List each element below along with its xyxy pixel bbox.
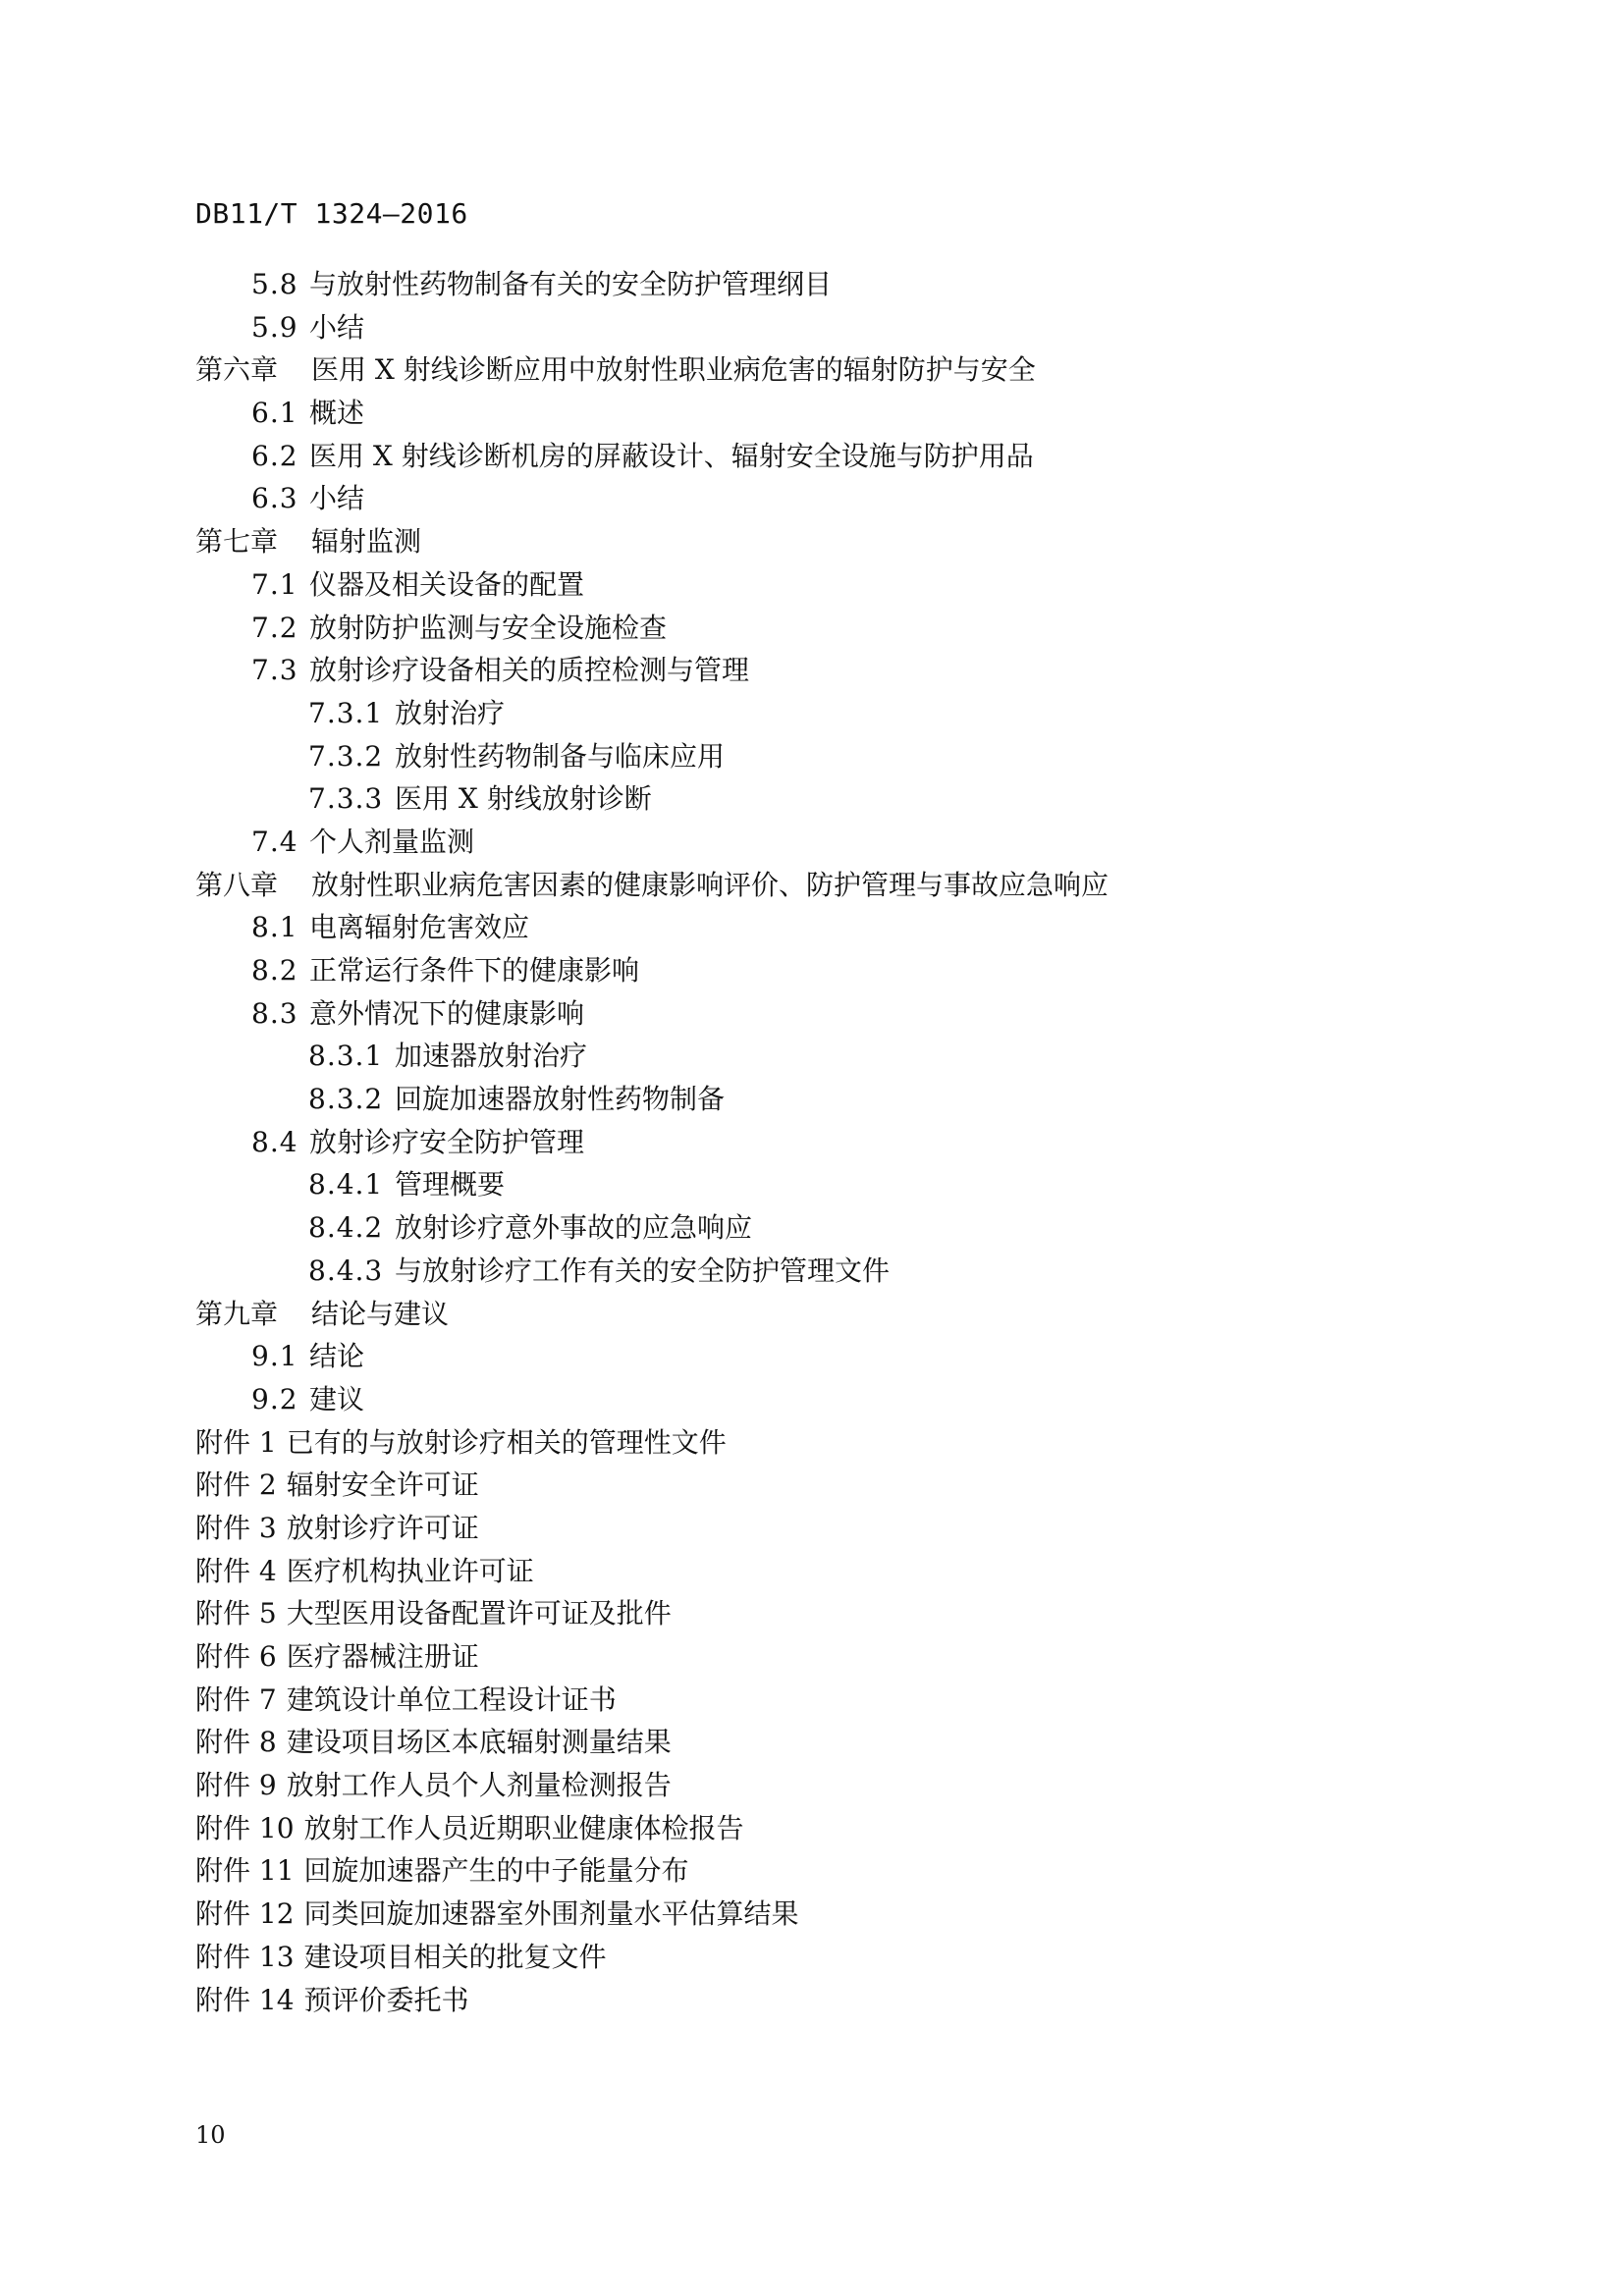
toc-appendix-entry (195, 1979, 1109, 2022)
toc-entry-title: 结论 (309, 1340, 365, 1373)
standard-code-header: DB11/T 1324—2016 (195, 197, 468, 230)
toc-entry-number: 附件 9 (195, 1769, 277, 1802)
toc-section-entry (195, 1378, 1109, 1421)
toc-appendix-entry (195, 1464, 1109, 1507)
toc-entry-number: 7.4 (251, 825, 298, 858)
toc-entry-title: 辐射监测 (311, 525, 422, 559)
toc-entry-number: 附件 10 (195, 1811, 295, 1844)
toc-entry-title: 正常运行条件下的健康影响 (309, 954, 640, 987)
toc-entry-title: 放射诊疗许可证 (286, 1511, 479, 1544)
toc-section-entry (195, 649, 1109, 692)
toc-entry-title: 医疗器械注册证 (286, 1640, 479, 1673)
toc-entry-title: 放射诊疗安全防护管理 (309, 1125, 585, 1158)
toc-entry-title: 放射治疗 (395, 696, 506, 729)
toc-entry-title: 同类回旋加速器室外围剂量水平估算结果 (303, 1897, 799, 1931)
toc-entry-number: 附件 7 (195, 1682, 277, 1716)
toc-entry-number: 第八章 (195, 868, 279, 901)
toc-entry-title: 医疗机构执业许可证 (286, 1554, 534, 1587)
toc-entry-number: 8.3.1 (308, 1040, 384, 1073)
toc-entry-title: 回旋加速器产生的中子能量分布 (303, 1854, 689, 1888)
toc-entry-number: 8.4.2 (308, 1211, 384, 1245)
toc-entry-number: 7.2 (251, 611, 298, 644)
toc-entry-title: 加速器放射治疗 (395, 1040, 588, 1073)
toc-entry-number: 8.2 (251, 954, 298, 987)
toc-appendix-entry (195, 1764, 1109, 1807)
page-number: 10 (195, 2121, 226, 2149)
toc-appendix-entry (195, 1550, 1109, 1593)
toc-entry-title: 医用 X 射线诊断应用中放射性职业病危害的辐射防护与安全 (311, 353, 1036, 387)
toc-entry-title: 仪器及相关设备的配置 (309, 567, 585, 601)
toc-appendix-entry (195, 1849, 1109, 1893)
toc-entry-title: 意外情况下的健康影响 (309, 996, 585, 1030)
toc-chapter-entry (195, 520, 1109, 563)
toc-appendix-entry (195, 1893, 1109, 1936)
toc-appendix-entry (195, 1635, 1109, 1679)
toc-chapter-entry (195, 864, 1109, 907)
toc-appendix-entry (195, 1936, 1109, 1979)
toc-section-entry (195, 1250, 1109, 1293)
toc-entry-title: 放射防护监测与安全设施检查 (309, 611, 668, 644)
toc-entry-title: 医用 X 射线诊断机房的屏蔽设计、辐射安全设施与防护用品 (309, 439, 1034, 472)
toc-section-entry (195, 563, 1109, 607)
toc-appendix-entry (195, 1592, 1109, 1635)
toc-entry-title: 建议 (309, 1382, 365, 1415)
toc-entry-number: 8.4.1 (308, 1168, 384, 1201)
toc-section-entry (195, 992, 1109, 1036)
toc-entry-number: 附件 2 (195, 1468, 277, 1502)
toc-section-entry (195, 1121, 1109, 1164)
toc-entry-number: 第六章 (195, 353, 279, 387)
toc-entry-number: 5.8 (251, 268, 298, 300)
toc-entry-title: 与放射性药物制备有关的安全防护管理纲目 (309, 268, 833, 300)
toc-entry-number: 7.3.1 (308, 696, 384, 729)
toc-section-entry (195, 949, 1109, 992)
toc-entry-title: 结论与建议 (311, 1297, 450, 1330)
toc-entry-title: 放射性药物制备与临床应用 (395, 739, 726, 773)
toc-entry-number: 7.3.2 (308, 739, 384, 773)
toc-entry-title: 医用 X 射线放射诊断 (395, 782, 652, 816)
toc-entry-number: 附件 8 (195, 1726, 277, 1759)
toc-entry-number: 8.4 (251, 1125, 298, 1158)
toc-section-entry (195, 777, 1109, 821)
toc-entry-title: 管理概要 (395, 1168, 506, 1201)
toc-entry-title: 小结 (309, 310, 365, 344)
toc-entry-number: 6.3 (251, 482, 298, 515)
toc-entry-number: 附件 14 (195, 1983, 295, 2016)
toc-entry-number: 7.3.3 (308, 782, 384, 816)
toc-chapter-entry (195, 348, 1109, 392)
toc-entry-number: 附件 3 (195, 1511, 277, 1544)
toc-entry-title: 放射工作人员个人剂量检测报告 (286, 1769, 672, 1802)
toc-entry-number: 9.2 (251, 1382, 298, 1415)
toc-section-entry (195, 392, 1109, 435)
toc-appendix-entry (195, 1421, 1109, 1465)
toc-entry-title: 建设项目相关的批复文件 (303, 1940, 607, 1973)
toc-appendix-entry (195, 1507, 1109, 1550)
toc-section-entry (195, 1163, 1109, 1206)
toc-entry-number: 5.9 (251, 310, 298, 344)
toc-appendix-entry (195, 1807, 1109, 1850)
toc-entry-title: 放射性职业病危害因素的健康影响评价、防护管理与事故应急响应 (311, 868, 1109, 901)
toc-section-entry (195, 435, 1109, 478)
toc-entry-title: 放射诊疗意外事故的应急响应 (395, 1211, 753, 1245)
toc-entry-title: 放射工作人员近期职业健康体检报告 (303, 1811, 744, 1844)
toc-entry-number: 6.2 (251, 439, 298, 472)
toc-entry-number: 第九章 (195, 1297, 279, 1330)
toc-entry-title: 建设项目场区本底辐射测量结果 (286, 1726, 672, 1759)
toc-section-entry (195, 1078, 1109, 1121)
toc-appendix-entry (195, 1721, 1109, 1764)
toc-section-entry (195, 692, 1109, 735)
toc-appendix-entry (195, 1679, 1109, 1722)
toc-section-entry (195, 306, 1109, 349)
toc-entry-title: 回旋加速器放射性药物制备 (395, 1083, 726, 1116)
toc-entry-number: 附件 1 (195, 1425, 277, 1459)
toc-entry-number: 第七章 (195, 525, 279, 559)
toc-entry-number: 7.3 (251, 654, 298, 687)
toc-entry-number: 9.1 (251, 1340, 298, 1373)
toc-entry-title: 辐射安全许可证 (286, 1468, 479, 1502)
toc-entry-title: 放射诊疗设备相关的质控检测与管理 (309, 654, 750, 687)
toc-entry-number: 附件 4 (195, 1554, 277, 1587)
toc-entry-title: 建筑设计单位工程设计证书 (286, 1682, 617, 1716)
toc-section-entry (195, 1335, 1109, 1378)
toc-entry-number: 6.1 (251, 397, 298, 430)
toc-entry-title: 预评价委托书 (303, 1983, 469, 2016)
toc-entry-title: 概述 (309, 397, 365, 430)
toc-section-entry (195, 1206, 1109, 1250)
toc-entry-title: 小结 (309, 482, 365, 515)
toc-entry-number: 附件 12 (195, 1897, 295, 1931)
table-of-contents (195, 263, 1109, 2021)
toc-entry-number: 7.1 (251, 567, 298, 601)
toc-entry-number: 附件 11 (195, 1854, 295, 1888)
toc-entry-number: 附件 6 (195, 1640, 277, 1673)
toc-entry-title: 大型医用设备配置许可证及批件 (286, 1597, 672, 1630)
toc-entry-number: 8.3.2 (308, 1083, 384, 1116)
toc-section-entry (195, 821, 1109, 864)
toc-section-entry (195, 906, 1109, 949)
toc-chapter-entry (195, 1293, 1109, 1336)
toc-entry-number: 附件 13 (195, 1940, 295, 1973)
toc-entry-title: 个人剂量监测 (309, 825, 475, 858)
toc-section-entry (195, 263, 1109, 306)
toc-section-entry (195, 607, 1109, 650)
toc-entry-number: 8.4.3 (308, 1254, 384, 1287)
toc-section-entry (195, 735, 1109, 778)
toc-entry-title: 与放射诊疗工作有关的安全防护管理文件 (395, 1254, 891, 1287)
toc-entry-number: 附件 5 (195, 1597, 277, 1630)
toc-section-entry (195, 477, 1109, 520)
toc-entry-title: 已有的与放射诊疗相关的管理性文件 (286, 1425, 727, 1459)
toc-entry-title: 电离辐射危害效应 (309, 911, 530, 944)
toc-entry-number: 8.1 (251, 911, 298, 944)
toc-entry-number: 8.3 (251, 996, 298, 1030)
toc-section-entry (195, 1035, 1109, 1078)
